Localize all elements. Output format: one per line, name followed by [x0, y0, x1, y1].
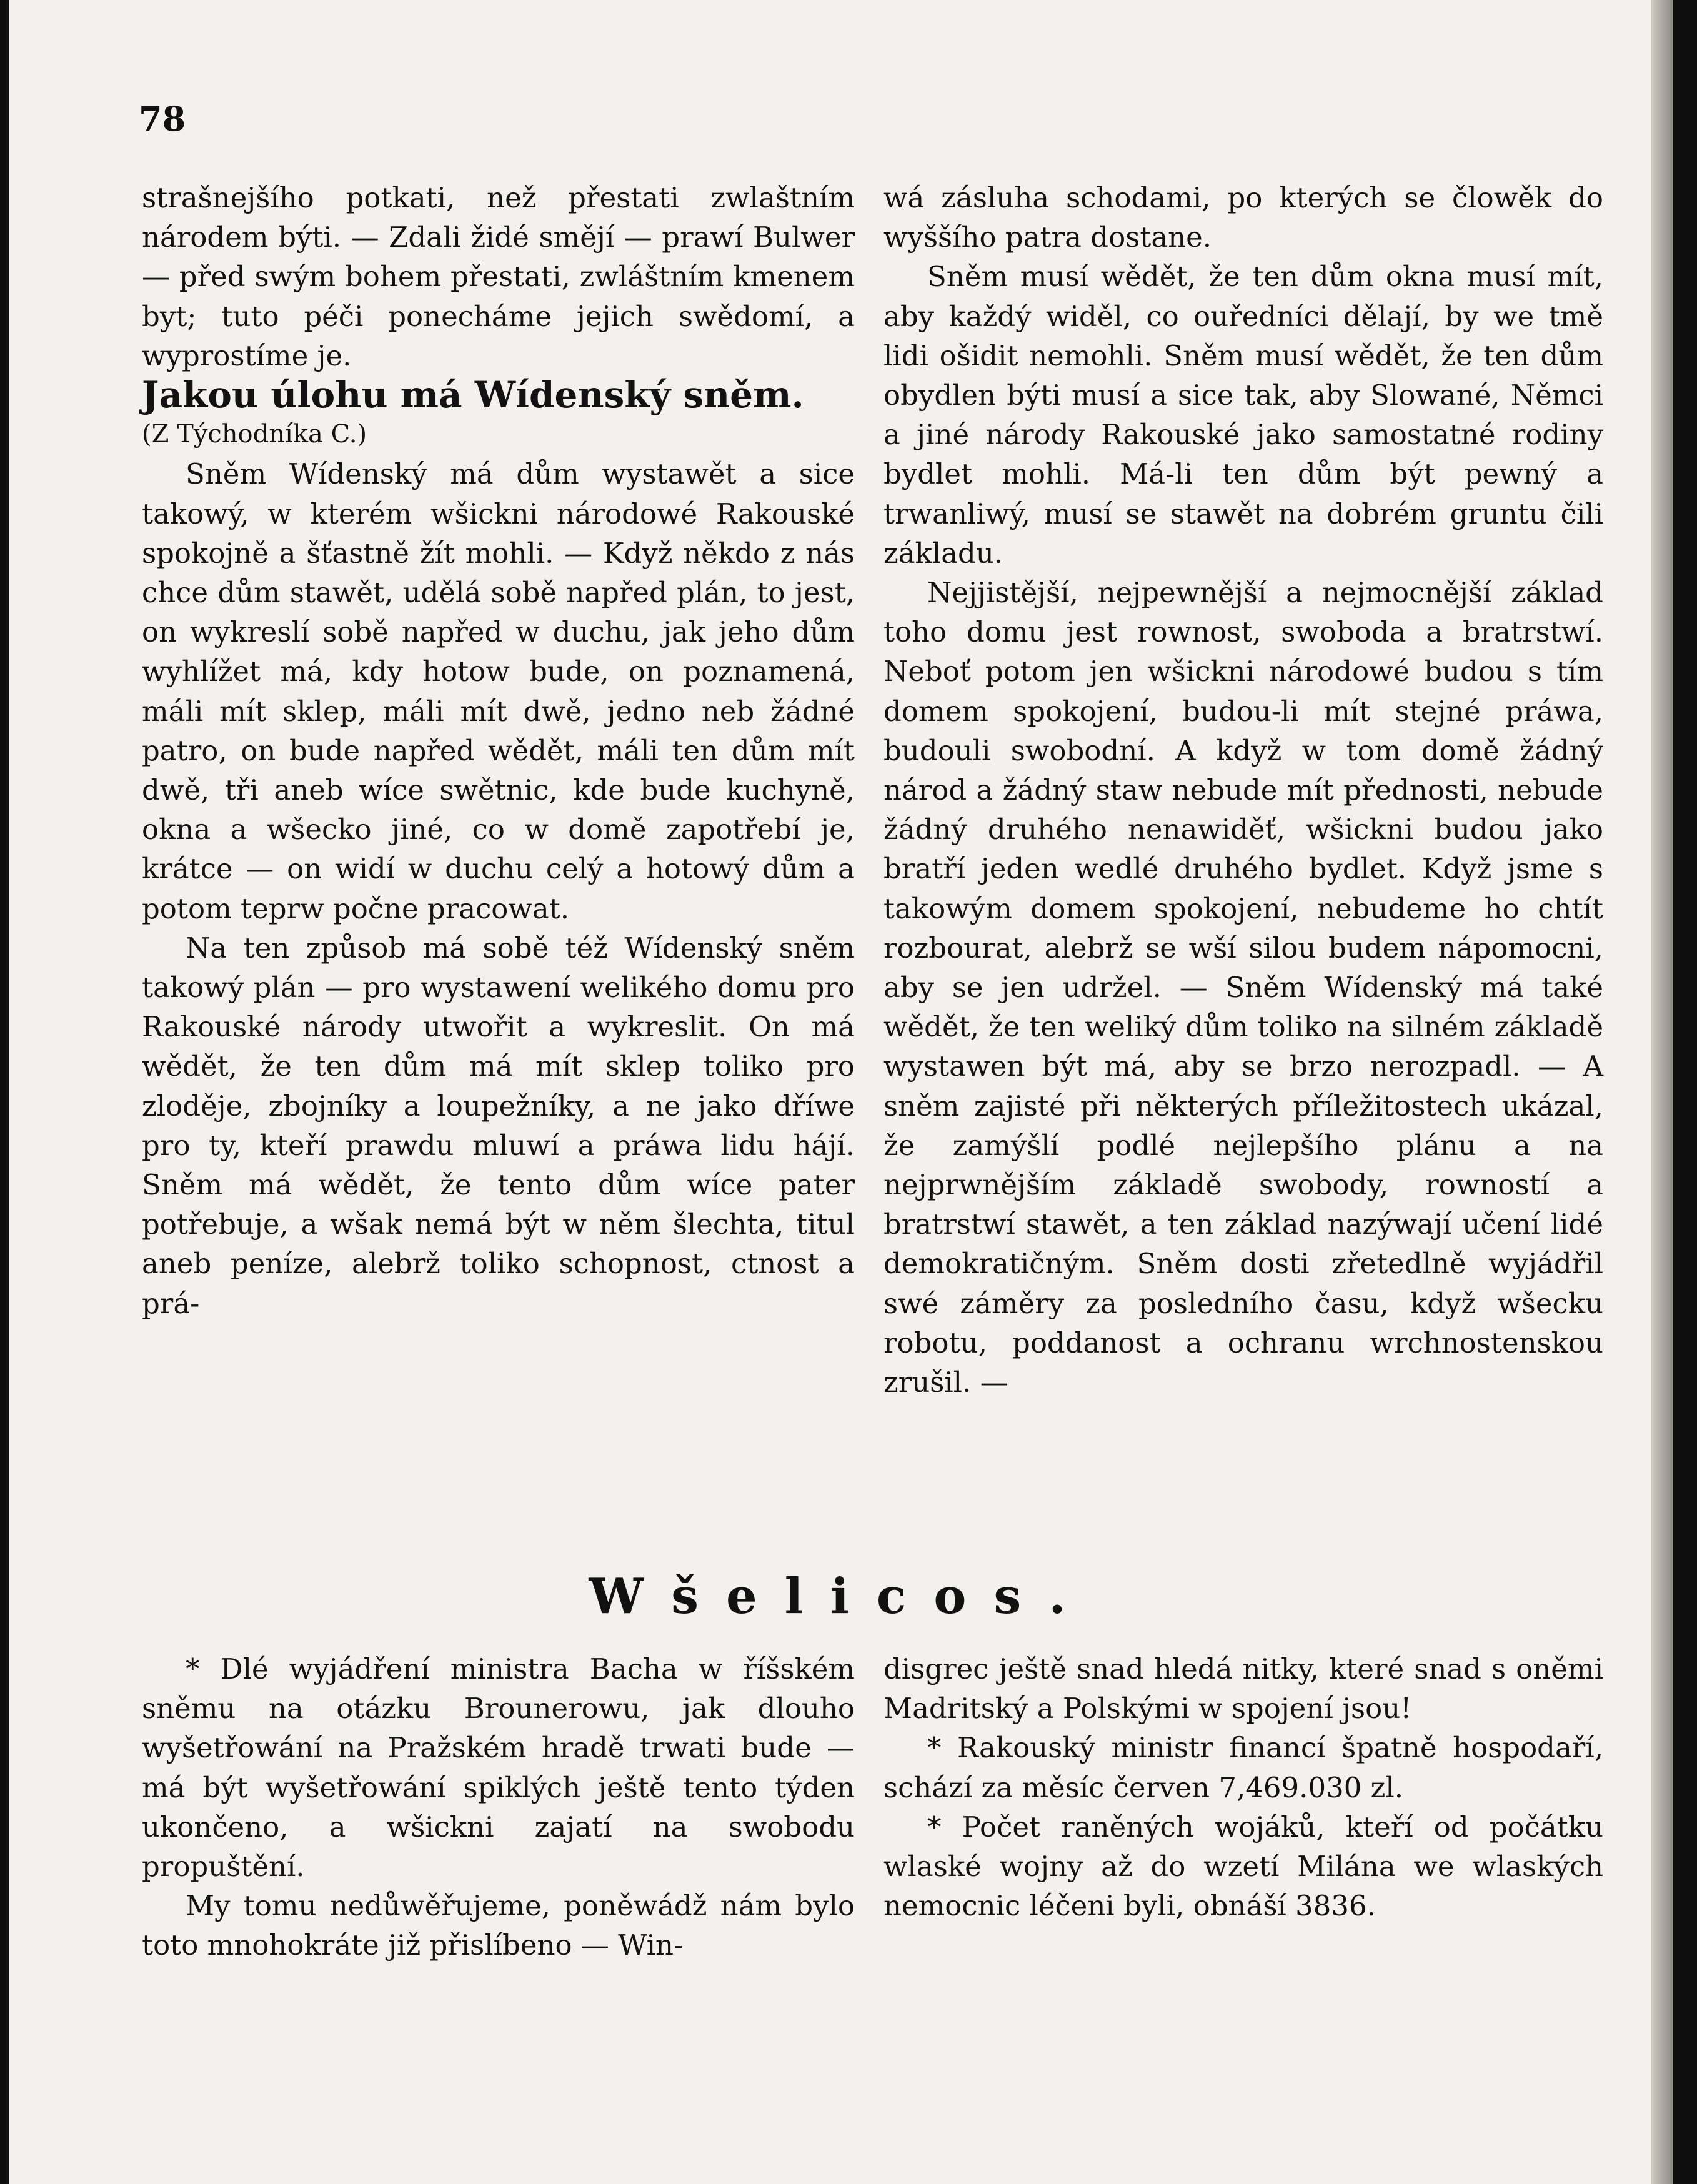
news-item: * Rakouský ministr financí špatně hospodaří, schází za měsíc červen 7,469.030 zl.	[883, 1731, 1603, 1804]
article-paragraph: Sněm Wídenský má dům wystawět a sice takowý, w kterém wšickni národowé Rakouské spokojně a šťastně žít mohli. — Když někdo z nás chce dům stawět, udělá sobě napřed plán, to jest, on wykreslí sobě napřed w duchu, jak jeho dům wyhlížet má, kdy hotow bude, on poznamená, máli mít sklep, máli mít dwě, jedno neb žádné patro, on bude napřed wědět, máli ten dům mít dwě, tři aneb wíce swětnic, kde bude kuchyně, okna a wšecko jiné, co w domě zapotřebí je, krátce — on widí w duchu celý a hotowý dům a potom teprw počne pracowat.	[142, 457, 855, 925]
page-number: 78	[139, 99, 186, 139]
section-title: Wšelicos.	[589, 1568, 1093, 1625]
newspaper-page	[9, 0, 1673, 2184]
article-paragraph: Nejjistější, nejpewnější a nejmocnější základ toho domu jest rownost, swoboda a bratrstwí. Neboť potom jen wšickni národowé budou s tím domem spokojení, budou-li mít stejné práwa, budouli swobodní. A když w tom domě žádný národ a žádný staw nebude mít přednosti, nebude žádný druhého nenawiděť, wšickni budou jako bratří jeden wedlé druhého bydlet. Když jsme s takowým domem spokojení, nebudeme ho chtít rozbourat, alebrž se wší silou budem nápomocni, aby se jen udržel. — Sněm Wídenský má také wědět, že ten weliký dům toliko na silném základě wystawen být má, aby se brzo nerozpadl. — A sněm zajisté při některých příležitostech ukázal, že zamýšlí podlé nejlepšího plánu a na nejprwnějším základě swobody, rowností a bratrstwí stawět, a ten základ nazýwají učení lidé demokratičným. Sněm dosti zřetedlně wyjádřil swé záměry za posledního času, když wšecku robotu, poddanost a ochranu wrchnostenskou zrušil. —	[883, 576, 1603, 1399]
article-paragraph: Na ten způsob má sobě též Wídenský sněm takowý plán — pro wystawení welikého domu pro Rakouské národy utwořit a wykreslit. On má wědět, že ten dům má mít sklep toliko pro zloděje, zbojníky a loupežníky, a ne jako dříwe pro ty, kteří prawdu mluwí a práwa lidu hájí. Sněm má wědět, že tento dům wíce pater potřebuje, a wšak nemá být w něm šlechta, titul aneb peníze, alebrž toliko schopnost, ctnost a prá-	[142, 931, 855, 1320]
article-paragraph: wá zásluha schodami, po kterých se člowěk do wyššího patra dostane.	[883, 181, 1603, 254]
news-item-continuation: disgrec ještě snad hledá nitky, které snad s oněmi Madritský a Polskými w spojení jsou!	[883, 1652, 1603, 1725]
news-comment: My tomu nedůwěřujeme, poněwádž nám bylo toto mnohokráte již přislíbeno — Win-	[142, 1889, 855, 1962]
news-item: * Dlé wyjádření ministra Bacha w říšském sněmu na otázku Brounerowu, jak dlouho wyšetřowání na Pražském hradě trwati bude — má být wyšetřowání spiklých ještě tento týden ukončeno, a wšickni zajatí na swobodu propuštění.	[142, 1652, 855, 1884]
right-column	[883, 178, 1603, 1402]
news-item: * Počet raněných wojáků, kteří od počátku wlaské wojny až do wzetí Milána we wlaských nemocnic léčeni byli, obnáší 3836.	[883, 1810, 1603, 1923]
news-left-column	[142, 1649, 855, 1965]
news-right-column	[883, 1649, 1603, 1925]
article-heading: Jakou úlohu má Wídenský sněm.	[142, 374, 804, 417]
page-edge-shadow	[1651, 0, 1673, 2184]
article-source: (Z Týchodníka C.)	[142, 420, 367, 449]
continuation-text: strašnejšího potkati, než přestati zwlaštním národem býti. — Zdali židé smějí — prawí Bulwer — před swým bohem přestati, zwláštním kmenem byt; tuto péči ponecháme jejich swědomí, a wyprostíme je.	[142, 181, 855, 372]
article-paragraph: Sněm musí wědět, že ten dům okna musí mít, aby každý widěl, co ouředníci dělají, by we tmě lidi ošidit nemohli. Sněm musí wědět, že ten dům obydlen býti musí a sice tak, aby Slowané, Němci a jiné národy Rakouské jako samostatné rodiny bydlet mohli. Má-li ten dům být pewný a trwanliwý, musí se stawět na dobrém gruntu čili základu.	[883, 260, 1603, 570]
left-column	[142, 178, 855, 1323]
